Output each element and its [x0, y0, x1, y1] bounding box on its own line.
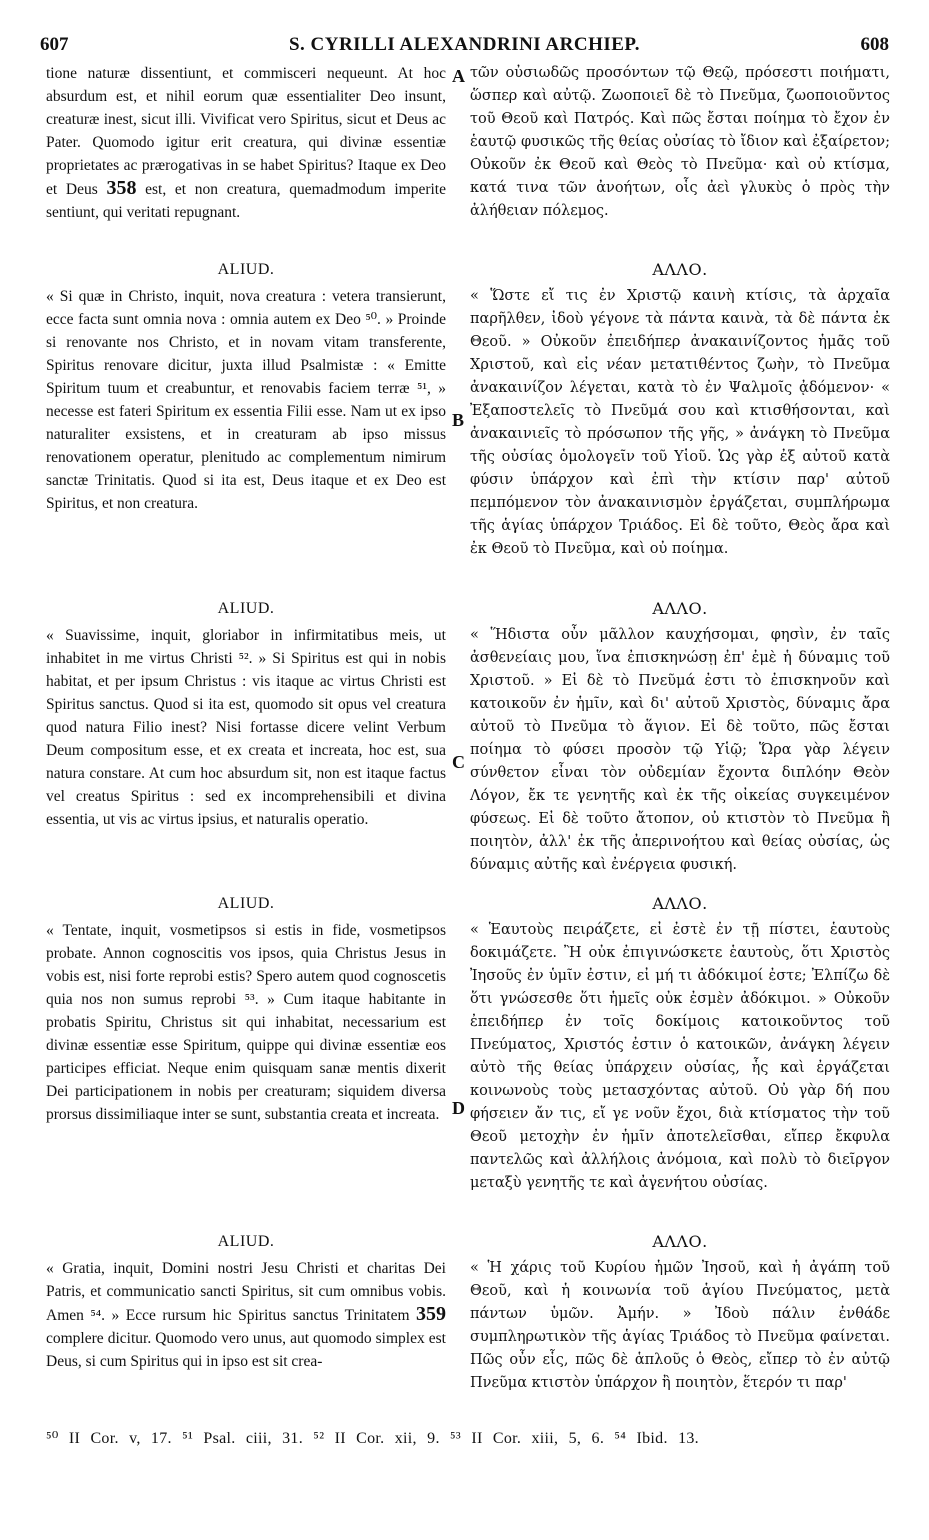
section-heading: ΑΛΛΟ.: [652, 894, 708, 913]
latin-text-0: [46, 62, 446, 224]
latin-section-1: [46, 258, 446, 515]
margin-letter-d: D: [452, 1098, 465, 1118]
latin-section-2: [46, 597, 446, 831]
greek-section-2: [470, 597, 890, 877]
greek-text-2: « Ἥδιστα οὖν μᾶλλον καυχήσομαι, φησὶν, ἐν ταῖς ἀσθενείαις μου, ἵνα ἐπισκηνώσῃ ἐπ' ἐμὲ ἡ δύναμις τοῦ Χριστοῦ. » Εἰ δὲ τὸ Πνεῦμά ἐστι τὸ ἐπισκηνοῦν καὶ κατοικοῦν ἐν ἡμῖν, καὶ δι' αὐτοῦ Χριστὸς, δύναμις ἄρα αὐτοῦ τὸ Πνεῦμα τὸ ἅγιον. Εἰ δὲ τοῦτο, πῶς ἔσται ποίημα τὸ φύσει προσὸν τῷ Υἱῷ; Ὥρα γὰρ λέγειν σύνθετον εἶναι τὸν οὐδεμίαν ἔχοντα διπλόην Θεὸν Λόγον, ἔκ τε γενητῆς καὶ ἐκ τῆς οἰκείας συγκειμένον φύσεως. Εἰ δὲ τοῦτο ἄτοπον, οὐ κτιστὸν τὸ Πνεῦμα ἢ ποιητὸν, ἀλλ' ἐκ τῆς ἀπερινοήτου καὶ θείας οὐσίας, ὡς δύναμις αὐτῆς καὶ ἐνέργεια φυσική.: [470, 627, 890, 873]
page-number-left: 607: [40, 34, 69, 55]
section-heading: ΑΛΛΟ.: [652, 599, 708, 618]
section-heading: ALIUD.: [217, 261, 275, 278]
margin-letter-b: B: [452, 410, 465, 430]
latin-text-1: « Si quæ in Christo, inquit, nova creatura : vetera transierunt, ecce facta sunt omnia nova : omnia autem ex Deo ⁵⁰. » Proinde si renovante nos Christo, et in novam vitam transferente, Spiritus renovare dicitur, juxta illud Psalmistæ : « Emitte Spiritum tuum et creabuntur, et renovabis faciem terræ ⁵¹, » necesse est fateri Spiritum ex essentia Filii esse. Nam ut ex ipso naturaliter exsistens, et in creaturam ab ipso missus renovationem operatur, plenitudo ac complementum nimirum sanctæ Trinitatis. Quod si ita est, Deus itaque et ex Deo est Spiritus, et non creatura.: [46, 288, 446, 512]
margin-letter-a: A: [452, 66, 465, 86]
section-heading: ALIUD.: [217, 600, 275, 617]
latin-text-3: « Tentate, inquit, vosmetipsos si estis in fide, vosmetipsos probate. Annon cognoscitis vos ipsos, quia Christus Jesus in vobis est, nisi forte reprobi estis? Spero autem quod cognoscetis quia nos non sumus reprobi ⁵³. » Cum itaque habitante in probatis Spiritu, Christus sit qui inhabitat, necessarium est divinæ essentiæ esse Spiritum, quippe qui divinæ essentiæ eos participes efficiat. Neque enim quisquam sanæ mentis dixerit Dei participationem in nobis per creaturam; siquidem diversa prorsus dissimiliaque inter se sunt, substantia creata et increata.: [46, 922, 446, 1123]
greek-text-1: « Ὥστε εἴ τις ἐν Χριστῷ καινὴ κτίσις, τὰ ἀρχαῖα παρῆλθεν, ἰδοὺ γέγονε τὰ πάντα καινὰ, τὰ δὲ πάντα ἐκ Θεοῦ. » Οὐκοῦν ἐπειδήπερ ἀνακαινίζοντος ἡμᾶς τοῦ Χριστοῦ, καὶ εἰς νέαν μετατιθέντος ζωὴν, τὸ Πνεῦμα ἀνακαινίζον λέγεται, κατὰ τὸ ἐν Ψαλμοῖς ᾀδόμενον· « Ἐξαποστελεῖς τὸ Πνεῦμά σου καὶ κτισθήσονται, καὶ ἀνακαινιεῖς τὸ πρόσωπον τῆς γῆς, » ἀνάγκη τὸ Πνεῦμα τῆς οὐσίας ὁμολογεῖν τοῦ Υἱοῦ. Ὡς γὰρ ἐξ αὐτοῦ κατὰ φύσιν ὑπάρχον καὶ ἐπὶ τὴν κτίσιν παρ' αὐτοῦ πεμπόμενον τὸν ἀνακαινισμὸν ἐργάζεται, συμπλήρωμα τῆς ἁγίας ὑπάρχον Τριάδος. Εἰ δὲ τοῦτο, Θεὸς ἄρα καὶ ἐκ Θεοῦ τὸ Πνεῦμα, καὶ οὐ ποίημα.: [470, 288, 890, 557]
latin-section-0: [46, 62, 446, 224]
section-heading: ΑΛΛΟ.: [652, 1232, 708, 1251]
page-number-right: 608: [860, 34, 889, 55]
section-heading: ALIUD.: [217, 1233, 275, 1250]
greek-section-4: [470, 1230, 890, 1395]
greek-section-1: [470, 258, 890, 561]
latin-text-4: [46, 1257, 446, 1373]
footnotes: ⁵⁰ II Cor. v, 17. ⁵¹ Psal. ciii, 31. ⁵² II Cor. xii, 9. ⁵³ II Cor. xiii, 5, 6. ⁵⁴ Ibid. 13.: [46, 1430, 699, 1447]
greek-section-0: [470, 62, 890, 223]
greek-text-3: « Ἑαυτοὺς πειράζετε, εἰ ἐστὲ ἐν τῇ πίστει, ἑαυτοὺς δοκιμάζετε. Ἢ οὐκ ἐπιγινώσκετε ἑαυτοὺς, ὅτι Χριστὸς Ἰησοῦς ἐν ὑμῖν ἐστιν, εἰ μή τι ἀδόκιμοί ἐστε; Ἐλπίζω δὲ ὅτι γνώσεσθε ὅτι ἡμεῖς οὐκ ἐσμὲν ἀδόκιμοι. » Οὐκοῦν ἐπειδήπερ ἐν τοῖς δοκίμοις κατοικοῦντος τοῦ Πνεύματος, Χριστός ἐστιν ὁ κατοικῶν, ἀνάγκη λέγειν αὐτὸ τῆς θείας ὑπάρχειν οὐσίας, ἧς καὶ ἐργάζεται κοινωνοὺς τοὺς μετασχόντας αὐτοῦ. Οὐ γὰρ δή που φήσειεν ἄν τις, εἴ γε νοῦν ἔχοι, διὰ κτίσματος τὴν τοῦ Θεοῦ μετοχὴν ἐν ἡμῖν ἀποτελεῖσθαι, εἴπερ ἔκφυλα παντελῶς καὶ ἀλλήλοις ἀνόμοια, καὶ πολὺ τὸ διεῖργον μεταξὺ γενητῆς τε καὶ ἀγενήτου οὐσίας.: [470, 922, 890, 1191]
latin-text-0-b: est, et non creatura, quemadmodum imperite sentiunt, qui veritati repugnant.: [46, 181, 446, 221]
latin-section-4: [46, 1230, 446, 1373]
page-header: [40, 34, 889, 58]
greek-section-3: [470, 892, 890, 1195]
section-heading: ALIUD.: [217, 895, 275, 912]
column-number-359: 359: [416, 1303, 446, 1325]
latin-text-0-a: tione naturæ dissentiunt, et commisceri nequeunt. At hoc absurdum est, et nihil eorum quæ essentialiter Deo insunt, creaturæ inest, sicut illi. Vivificat vero Spiritus, sicut et Deus ac Pater. Quomodo igitur erit creatura, qui divinæ essentiæ proprietates ac prærogativas in se habet Spiritus? Itaque ex Deo et Deus: [46, 65, 446, 198]
latin-text-4-a: « Gratia, inquit, Domini nostri Jesu Christi et charitas Dei Patris, et communicatio sancti Spiritus, sit cum omnibus vobis. Amen ⁵⁴. » Ecce rursum hic Spiritus sanctus Trinitatem: [46, 1260, 446, 1324]
greek-text-4: « Ἡ χάρις τοῦ Κυρίου ἡμῶν Ἰησοῦ, καὶ ἡ ἀγάπη τοῦ Θεοῦ, καὶ ἡ κοινωνία τοῦ ἁγίου Πνεύματος, μετὰ πάντων ὑμῶν. Ἀμήν. » Ἰδοὺ πάλιν ἐνθάδε συμπληρωτικὸν τῆς ἁγίας Τριάδος τὸ Πνεῦμα φαίνεται. Πῶς οὖν εἷς, πῶς δὲ ἁπλοῦς ὁ Θεὸς, εἴπερ τὸ ἐν αὐτῷ Πνεῦμα κτιστὸν ὑπάρχον ἢ ποιητὸν, ἕτερόν τι παρ': [470, 1260, 890, 1391]
latin-text-4-b: complere dicitur. Quomodo vero unus, aut quomodo simplex est Deus, si cum Spiritus qui in ipso est sit crea-: [46, 1330, 446, 1370]
greek-text-0: τῶν οὐσιωδῶς προσόντων τῷ Θεῷ, πρόσεστι ποιήματι, ὥσπερ καὶ αὐτῷ. Ζωοποιεῖ δὲ τὸ Πνεῦμα, ζωοποιοῦντος τοῦ Θεοῦ καὶ Πατρός. Καὶ πῶς ἔσται ποίημα τὸ ἔχον ἐν ἑαυτῷ φυσικῶς τῆς θείας οὐσίας τὸ ἴδιον καὶ ἐξαίρετον; Οὐκοῦν ἐκ Θεοῦ καὶ Θεὸς τὸ Πνεῦμα· καὶ οὐ κτίσμα, κατά τινα τῶν ἀνοήτων, οἷς ἀεὶ γλυκὺς ὁ πρὸς τὴν ἀλήθειαν πόλεμος.: [470, 65, 890, 219]
margin-letter-c: C: [452, 752, 465, 772]
column-number-358: 358: [106, 177, 137, 199]
running-title: S. CYRILLI ALEXANDRINI ARCHIEP.: [288, 34, 641, 55]
section-heading: ΑΛΛΟ.: [652, 260, 708, 279]
latin-text-2: « Suavissime, inquit, gloriabor in infirmitatibus meis, ut inhabitet in me virtus Christi ⁵². » Si Spiritus est qui in nobis habitat, et per ipsum Christus : vis itaque ac virtus Christi est Spiritus sanctus. Quod si ita est, quomodo sit opus vel creatura quod natura Filio inest? Nisi fortasse dicere velint Verbum Deum compositum esse, et ex creata et increata, hoc est, sua natura constare. At cum hoc absurdum sit, non est itaque factus vel creatus Spiritus : sed ex incomprehensibili et divina essentia, ut vis ac virtus ipsius, et naturalis operatio.: [46, 627, 446, 828]
latin-section-3: [46, 892, 446, 1126]
